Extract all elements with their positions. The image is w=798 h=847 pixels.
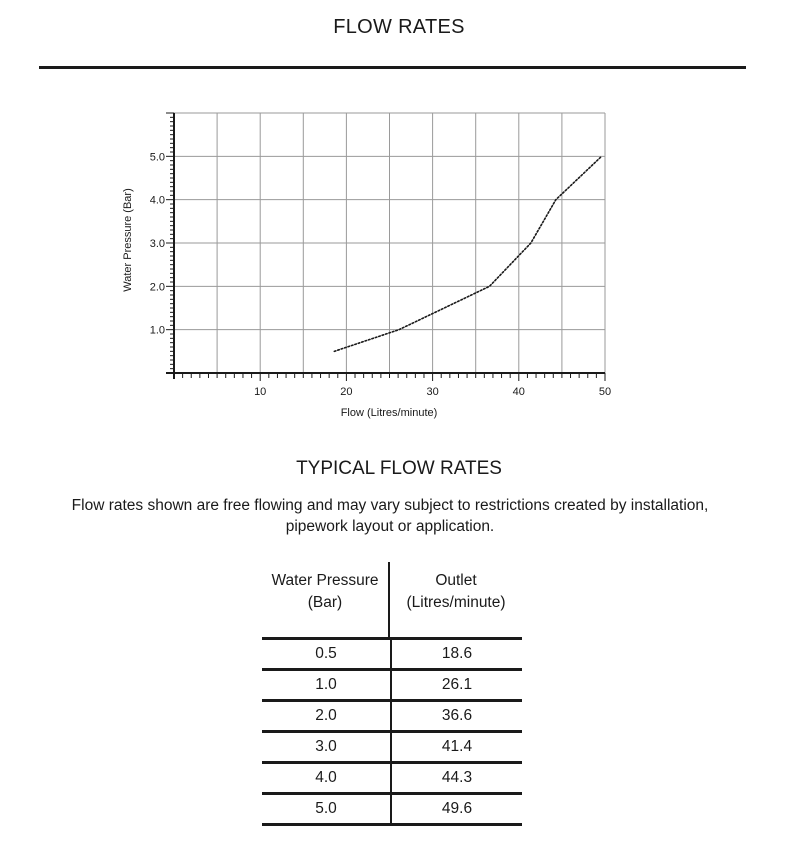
outlet-cell: 26.1 bbox=[441, 676, 473, 693]
page-title: FLOW RATES bbox=[333, 16, 465, 38]
table-header-row bbox=[262, 562, 522, 637]
pressure-cell: 2.0 bbox=[262, 702, 392, 730]
header-pressure-line1: Water Pressure bbox=[271, 572, 379, 589]
y-tick-label: 3.0 bbox=[149, 238, 165, 250]
y-tick-label: 2.0 bbox=[149, 281, 165, 294]
table-row bbox=[262, 730, 522, 761]
y-tick-label: 4.0 bbox=[149, 194, 165, 207]
header-outlet-line1: Outlet bbox=[435, 572, 477, 589]
x-axis-label: Flow (Litres/minute) bbox=[340, 407, 438, 419]
header-pressure-line2: (Bar) bbox=[307, 594, 343, 611]
outlet-cell: 18.6 bbox=[441, 645, 473, 662]
chart-grid bbox=[174, 113, 605, 373]
x-tick-label: 40 bbox=[512, 386, 525, 398]
section-title: TYPICAL FLOW RATES bbox=[296, 458, 502, 479]
y-tick-label: 5.0 bbox=[149, 151, 165, 164]
table-row bbox=[262, 761, 522, 792]
x-tick-label: 10 bbox=[254, 386, 267, 398]
table-row bbox=[262, 637, 522, 668]
header-outlet-line2: (Litres/minute) bbox=[406, 594, 506, 611]
table-row bbox=[262, 792, 522, 826]
outlet-cell: 41.4 bbox=[441, 738, 473, 755]
outlet-cell: 36.6 bbox=[441, 707, 473, 724]
pressure-cell: 1.0 bbox=[262, 671, 392, 699]
y-tick-label: 1.0 bbox=[149, 324, 165, 337]
pressure-cell: 3.0 bbox=[262, 733, 392, 761]
x-tick-label: 30 bbox=[426, 386, 439, 398]
y-axis-label: Water Pressure (Bar) bbox=[122, 188, 134, 292]
pressure-cell: 0.5 bbox=[262, 640, 392, 668]
chart-axes bbox=[150, 113, 611, 398]
table-row bbox=[262, 699, 522, 730]
x-tick-label: 20 bbox=[340, 386, 353, 398]
pressure-cell: 5.0 bbox=[262, 795, 392, 823]
table-row bbox=[262, 668, 522, 699]
description-text: Flow rates shown are free flowing and may vary subject to restrictions created by installation, pipework layout or application. bbox=[71, 497, 709, 535]
outlet-cell: 44.3 bbox=[441, 769, 473, 786]
header-outlet bbox=[390, 562, 520, 637]
header-pressure bbox=[262, 562, 390, 637]
flow-rates-table bbox=[262, 562, 522, 826]
x-tick-label: 50 bbox=[598, 386, 612, 398]
outlet-cell: 49.6 bbox=[441, 800, 473, 817]
pressure-cell: 4.0 bbox=[262, 764, 392, 792]
